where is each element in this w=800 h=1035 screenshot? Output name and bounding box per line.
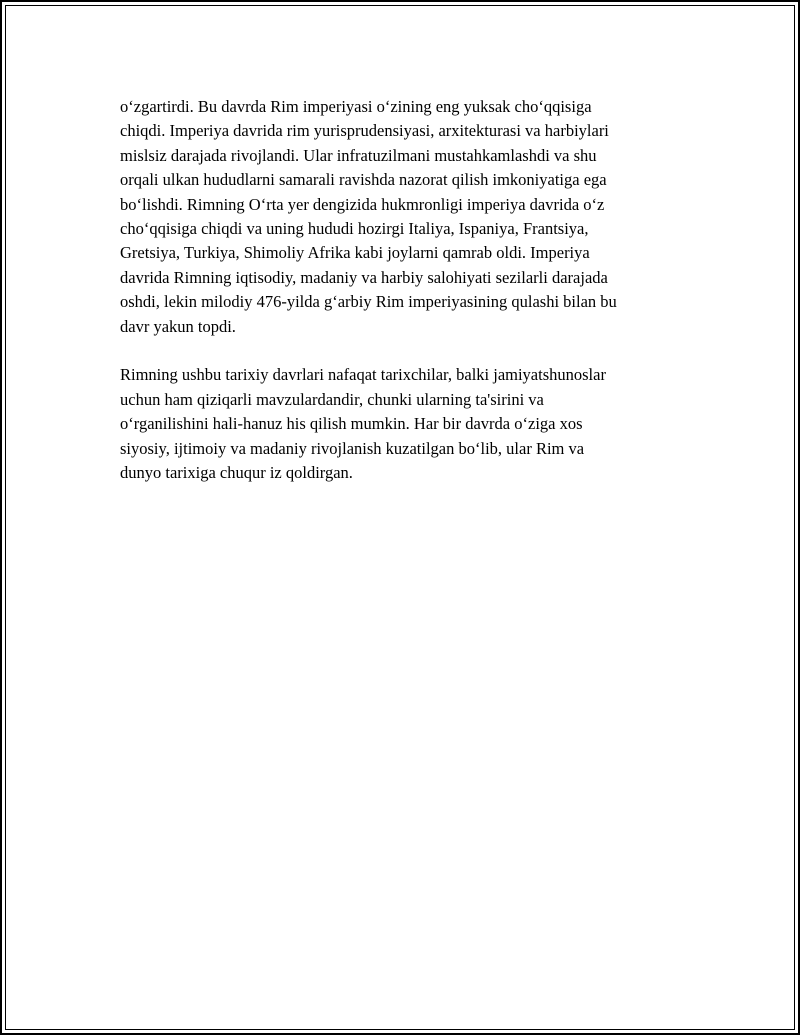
paragraph-line: cho‘qqisiga chiqdi va uning hududi hozirgi Italiya, Ispaniya, Frantsiya, — [120, 219, 589, 239]
paragraph-line: siyosiy, ijtimoiy va madaniy rivojlanish kuzatilgan bo‘lib, ular Rim va — [120, 438, 585, 458]
paragraph-line: o‘rganilishini hali-hanuz his qilish mumkin. Har bir davrda o‘ziga xos — [120, 414, 583, 434]
paragraph-line: dunyo tarixiga chuqur iz qoldirgan. — [120, 463, 353, 483]
paragraph-1 — [120, 95, 680, 339]
paragraph-line: orqali ulkan hududlarni samarali ravishda nazorat qilish imkoniyatiga ega — [120, 170, 607, 190]
paragraph-line: Rimning ushbu tarixiy davrlari nafaqat tarixchilar, balki jamiyatshunoslar — [120, 365, 606, 385]
paragraph-2 — [120, 363, 680, 485]
paragraph-line: mislsiz darajada rivojlandi. Ular infratuzilmani mustahkamlashdi va shu — [120, 145, 597, 165]
document-body — [120, 95, 680, 510]
paragraph-line: uchun ham qiziqarli mavzulardandir, chunki ularning ta'sirini va — [120, 389, 544, 409]
paragraph-line: o‘zgartirdi. Bu davrda Rim imperiyasi o‘zining eng yuksak cho‘qqisiga — [120, 97, 592, 116]
paragraph-line: davr yakun topdi. — [120, 316, 236, 336]
paragraph-line: chiqdi. Imperiya davrida rim yurisprudensiyasi, arxitekturasi va harbiylari — [120, 121, 609, 141]
paragraph-line: oshdi, lekin milodiy 476-yilda g‘arbiy Rim imperiyasining qulashi bilan bu — [120, 292, 617, 312]
paragraph-line: Gretsiya, Turkiya, Shimoliy Afrika kabi joylarni qamrab oldi. Imperiya — [120, 243, 590, 263]
paragraph-line: bo‘lishdi. Rimning O‘rta yer dengizida hukmronligi imperiya davrida o‘z — [120, 194, 605, 214]
paragraph-line: davrida Rimning iqtisodiy, madaniy va harbiy salohiyati sezilarli darajada — [120, 267, 608, 287]
